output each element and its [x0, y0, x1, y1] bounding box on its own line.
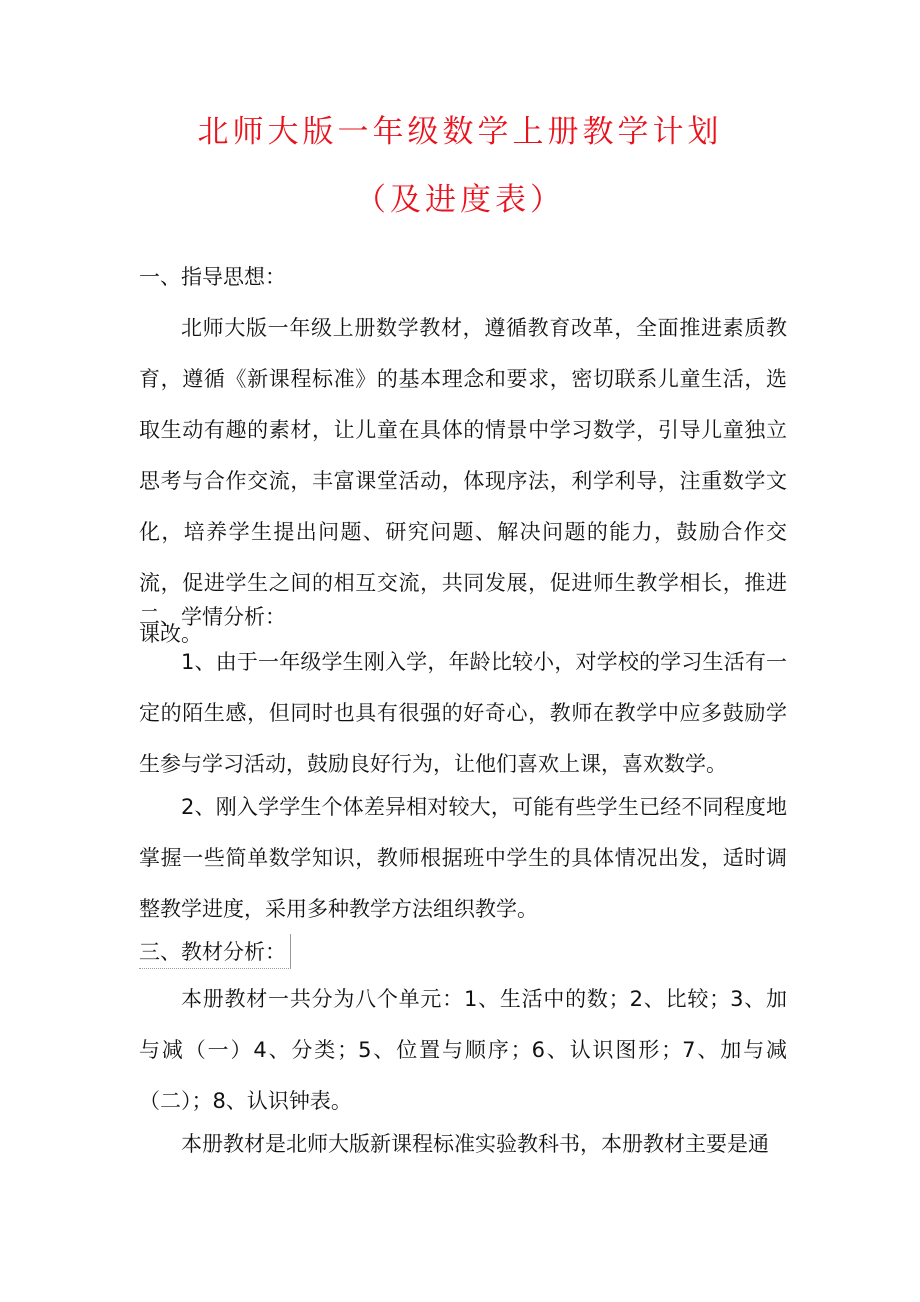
paragraph-textbook-intro: 本册教材是北师大版新课程标准实验教科书，本册教材主要是通 [181, 1132, 769, 1156]
section-heading-student-analysis: 二、学情分析： [139, 605, 286, 629]
section-heading-guiding-thought: 一、指导思想： [139, 265, 286, 289]
edit-marker-underline [139, 967, 291, 969]
paragraph-guiding-thought: 北师大版一年级上册数学教材，遵循教育改革，全面推进素质教育，遵循《新课程标准》的基本理念和要求，密切联系儿童生活，选取生动有趣的素材，让儿童在具体的情景中学习数学，引导儿童独立思考与合作交流，丰富课堂活动，体现序法，利学利导，注重数学文化，培养学生提出问题、研究问题、解决问题的能力，鼓励合作交流，促进学生之间的相互交流，共同发展，促进师生教学相长，推进课改。 [139, 316, 787, 646]
paragraph-student-analysis-2: 2、刚入学学生个体差异相对较大，可能有些学生已经不同程度地掌握一些简单数学知识，教师根据班中学生的具体情况出发，适时调整教学进度，采用多种教学方法组织教学。 [139, 795, 787, 921]
document-subtitle: （及进度表） [355, 182, 565, 218]
paragraph-textbook-units: 本册教材一共分为八个单元：1、生活中的数；2、比较；3、加与减（一）4、分类；5、位置与顺序；6、认识图形；7、加与减（二）；8、认识钟表。 [139, 987, 787, 1113]
edit-marker-bracket [290, 934, 292, 968]
section-heading-textbook-analysis: 三、教材分析： [139, 940, 286, 964]
paragraph-student-analysis-1: 1、由于一年级学生刚入学，年龄比较小，对学校的学习生活有一定的陌生感，但同时也具有很强的好奇心，教师在教学中应多鼓励学生参与学习活动，鼓励良好行为，让他们喜欢上课，喜欢数学。 [139, 650, 787, 776]
document-title: 北师大版一年级数学上册教学计划 [197, 114, 723, 150]
